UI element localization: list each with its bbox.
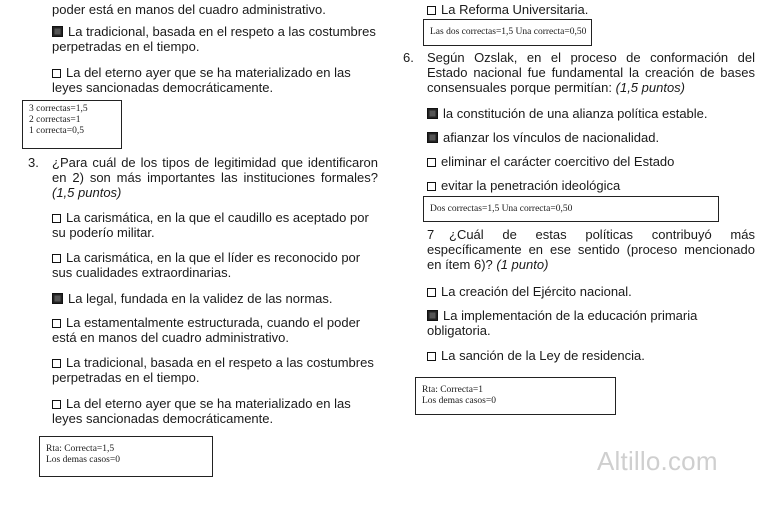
score-line: Rta: Correcta=1	[422, 385, 484, 395]
checkbox-icon[interactable]	[52, 400, 61, 409]
q3-number: 3.	[28, 155, 39, 170]
score-line: 2 correctas=1	[29, 115, 81, 125]
q7-points: (1 punto)	[496, 257, 549, 272]
q6-option-1[interactable]: la constitución de una alianza política estable.	[427, 106, 757, 121]
q7-option-1[interactable]: La creación del Ejército nacional.	[427, 284, 757, 299]
q6-question: Según Ozslak, en el proceso de conformación del Estado nacional fue fundamental la creación de bases consensuales porque permitían: (1,5 puntos)	[427, 50, 755, 95]
q6-score-box	[423, 196, 719, 222]
q6-option-2[interactable]: afianzar los vínculos de nacionalidad.	[427, 130, 757, 145]
score-line: Dos correctas=1,5 Una correcta=0,50	[430, 204, 573, 214]
q7-question: ¿Cuál de estas políticas contribuyó más específicamente en ese sentido (proceso mencionado en ítem 6)? (1 punto)	[427, 227, 755, 272]
q7-option-3[interactable]: La sanción de la Ley de residencia.	[427, 348, 757, 363]
q5-score-box	[423, 19, 592, 46]
q3-option-1[interactable]: La carismática, en la que el caudillo es aceptado por su poderío militar.	[52, 210, 369, 240]
checkbox-icon[interactable]	[427, 352, 436, 361]
q3-option-5[interactable]: La tradicional, basada en el respeto a las costumbres perpetradas en el tiempo.	[52, 355, 374, 385]
score-line: Los demas casos=0	[46, 455, 120, 465]
checkbox-icon[interactable]	[427, 6, 436, 15]
checkbox-icon[interactable]	[427, 288, 436, 297]
checkbox-icon[interactable]	[52, 359, 61, 368]
checked-checkbox-icon[interactable]	[52, 26, 63, 37]
q2-option-tradicional[interactable]: La tradicional, basada en el respeto a las costumbres perpetradas en el tiempo.	[52, 24, 376, 54]
q3-score-box	[39, 436, 213, 477]
checkbox-icon[interactable]	[52, 254, 61, 263]
q2-option-eterno-ayer[interactable]: La del eterno ayer que se ha materializado en las leyes sancionadas democráticamente.	[52, 65, 351, 95]
q3-question: ¿Para cuál de los tipos de legitimidad que identificaron en 2) son más importantes las instituciones formales? (1,5 puntos)	[52, 155, 378, 200]
continued-option-text: poder está en manos del cuadro administrativo.	[52, 2, 326, 17]
checked-checkbox-icon[interactable]	[52, 293, 63, 304]
checked-checkbox-icon[interactable]	[427, 108, 438, 119]
q6-number: 6.	[403, 50, 414, 65]
checkbox-icon[interactable]	[52, 319, 61, 328]
q3-option-4[interactable]: La estamentalmente estructurada, cuando el poder está en manos del cuadro administrativo.	[52, 315, 361, 345]
q6-points: (1,5 puntos)	[615, 80, 686, 95]
checkbox-icon[interactable]	[52, 69, 61, 78]
watermark-logo: Altillo.com	[597, 446, 718, 476]
q3-option-3[interactable]: La legal, fundada en la validez de las normas.	[52, 291, 382, 306]
checkbox-icon[interactable]	[427, 182, 436, 191]
checked-checkbox-icon[interactable]	[427, 132, 438, 143]
score-line: Rta: Correcta=1,5	[46, 444, 115, 454]
score-line: Los demas casos=0	[422, 396, 496, 406]
q3-points: (1,5 puntos)	[52, 185, 122, 200]
score-line: 3 correctas=1,5	[29, 104, 88, 114]
q2-score-box	[22, 100, 122, 149]
q7-score-box	[415, 377, 616, 415]
q3-option-2[interactable]: La carismática, en la que el líder es reconocido por sus cualidades extraordinarias.	[52, 250, 361, 280]
checked-checkbox-icon[interactable]	[427, 310, 438, 321]
score-line: 1 correcta=0,5	[29, 126, 84, 136]
checkbox-icon[interactable]	[427, 158, 436, 167]
q7-option-2[interactable]: La implementación de la educación primaria obligatoria.	[427, 308, 698, 338]
score-line: Las dos correctas=1,5 Una correcta=0,50	[430, 27, 587, 37]
q5-option-reforma[interactable]: La Reforma Universitaria.	[427, 2, 757, 17]
checkbox-icon[interactable]	[52, 214, 61, 223]
q3-option-6[interactable]: La del eterno ayer que se ha materializado en las leyes sancionadas democráticamente.	[52, 396, 351, 426]
q6-option-4[interactable]: evitar la penetración ideológica	[427, 178, 757, 193]
q6-option-3[interactable]: eliminar el carácter coercitivo del Estado	[427, 154, 757, 169]
q7-number: 7	[427, 227, 435, 242]
